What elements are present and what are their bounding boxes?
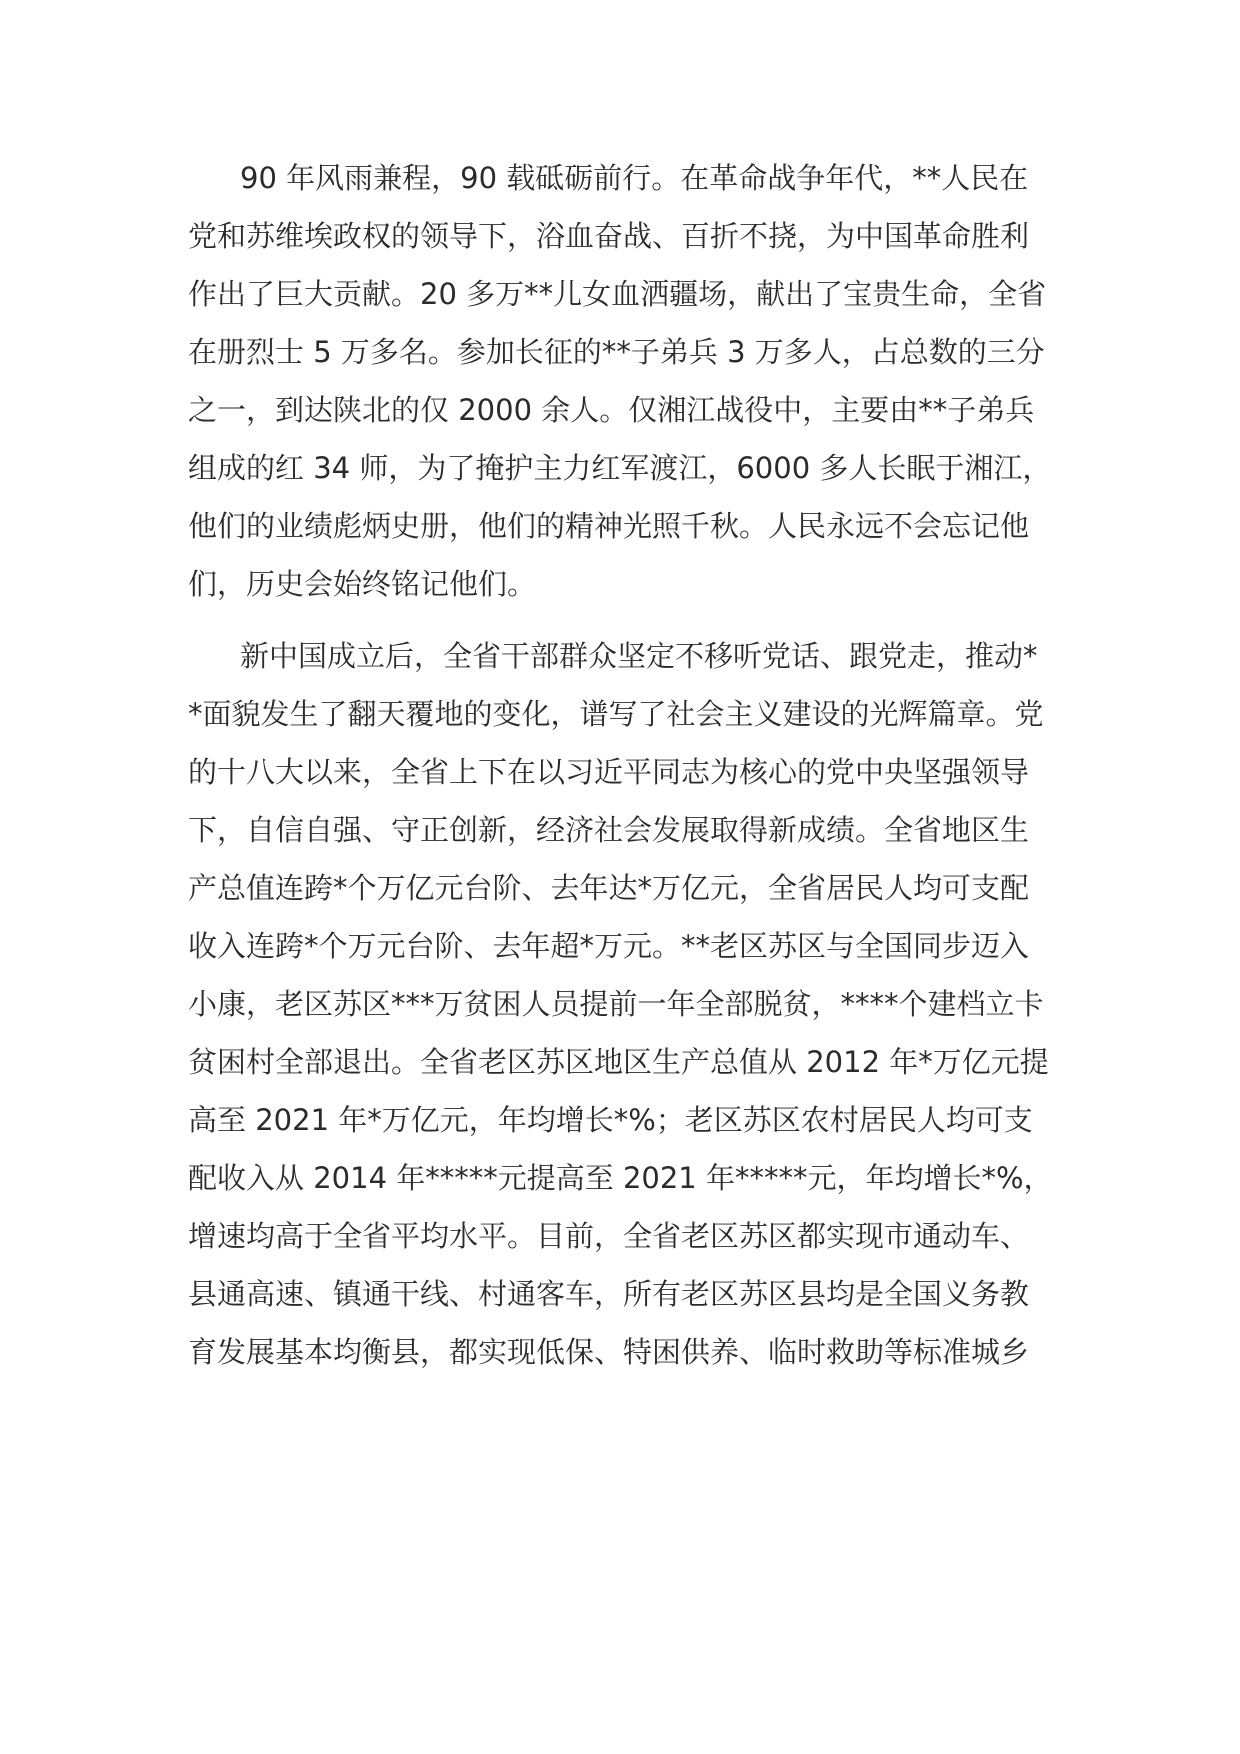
paragraph-line: 下，自信自强、守正创新，经济社会发展取得新成绩。全省地区生 [188, 813, 1030, 847]
paragraph-line: 90 年风雨兼程，90 载砥砺前行。在革命战争年代，**人民在 [240, 161, 1029, 195]
paragraph-line: 们，历史会始终铭记他们。 [188, 567, 537, 601]
paragraph-line: 党和苏维埃政权的领导下，浴血奋战、百折不挠，为中国革命胜利 [188, 219, 1030, 253]
paragraph-line: 新中国成立后，全省干部群众坚定不移听党话、跟党走，推动* [240, 639, 1038, 673]
paragraph-line: 高至 2021 年*万亿元，年均增长*%；老区苏区农村居民人均可支 [188, 1103, 1033, 1137]
paragraph-line: 他们的业绩彪炳史册，他们的精神光照千秋。人民永远不会忘记他 [188, 509, 1030, 543]
paragraph-line: 之一，到达陕北的仅 2000 余人。仅湘江战役中，主要由**子弟兵 [188, 393, 1035, 427]
paragraph-line: 组成的红 34 师，为了掩护主力红军渡江，6000 多人长眠于湘江， [188, 451, 1052, 485]
paragraph-line: 收入连跨*个万元台阶、去年超*万元。**老区苏区与全国同步迈入 [188, 929, 1030, 963]
paragraph-line: 县通高速、镇通干线、村通客车，所有老区苏区县均是全国义务教 [188, 1277, 1030, 1311]
paragraph-line: 小康，老区苏区***万贫困人员提前一年全部脱贫，****个建档立卡 [188, 987, 1044, 1021]
paragraph-line: 贫困村全部退出。全省老区苏区地区生产总值从 2012 年*万亿元提 [188, 1045, 1049, 1079]
paragraph-line: 配收入从 2014 年*****元提高至 2021 年*****元，年均增长*%， [188, 1161, 1053, 1195]
paragraph-line: 产总值连跨*个万亿元台阶、去年达*万亿元，全省居民人均可支配 [188, 871, 1030, 905]
paragraph-line: 作出了巨大贡献。20 多万**儿女血洒疆场，献出了宝贵生命，全省 [188, 277, 1047, 311]
paragraph-line: 增速均高于全省平均水平。目前，全省老区苏区都实现市通动车、 [188, 1219, 1030, 1253]
paragraph-line: 在册烈士 5 万多名。参加长征的**子弟兵 3 万多人，占总数的三分 [188, 335, 1045, 369]
paragraph-line: *面貌发生了翻天覆地的变化，谱写了社会主义建设的光辉篇章。党 [188, 697, 1044, 731]
paragraph-line: 育发展基本均衡县，都实现低保、特困供养、临时救助等标准城乡 [188, 1335, 1030, 1369]
paragraph-line: 的十八大以来，全省上下在以习近平同志为核心的党中央坚强领导 [188, 755, 1030, 789]
